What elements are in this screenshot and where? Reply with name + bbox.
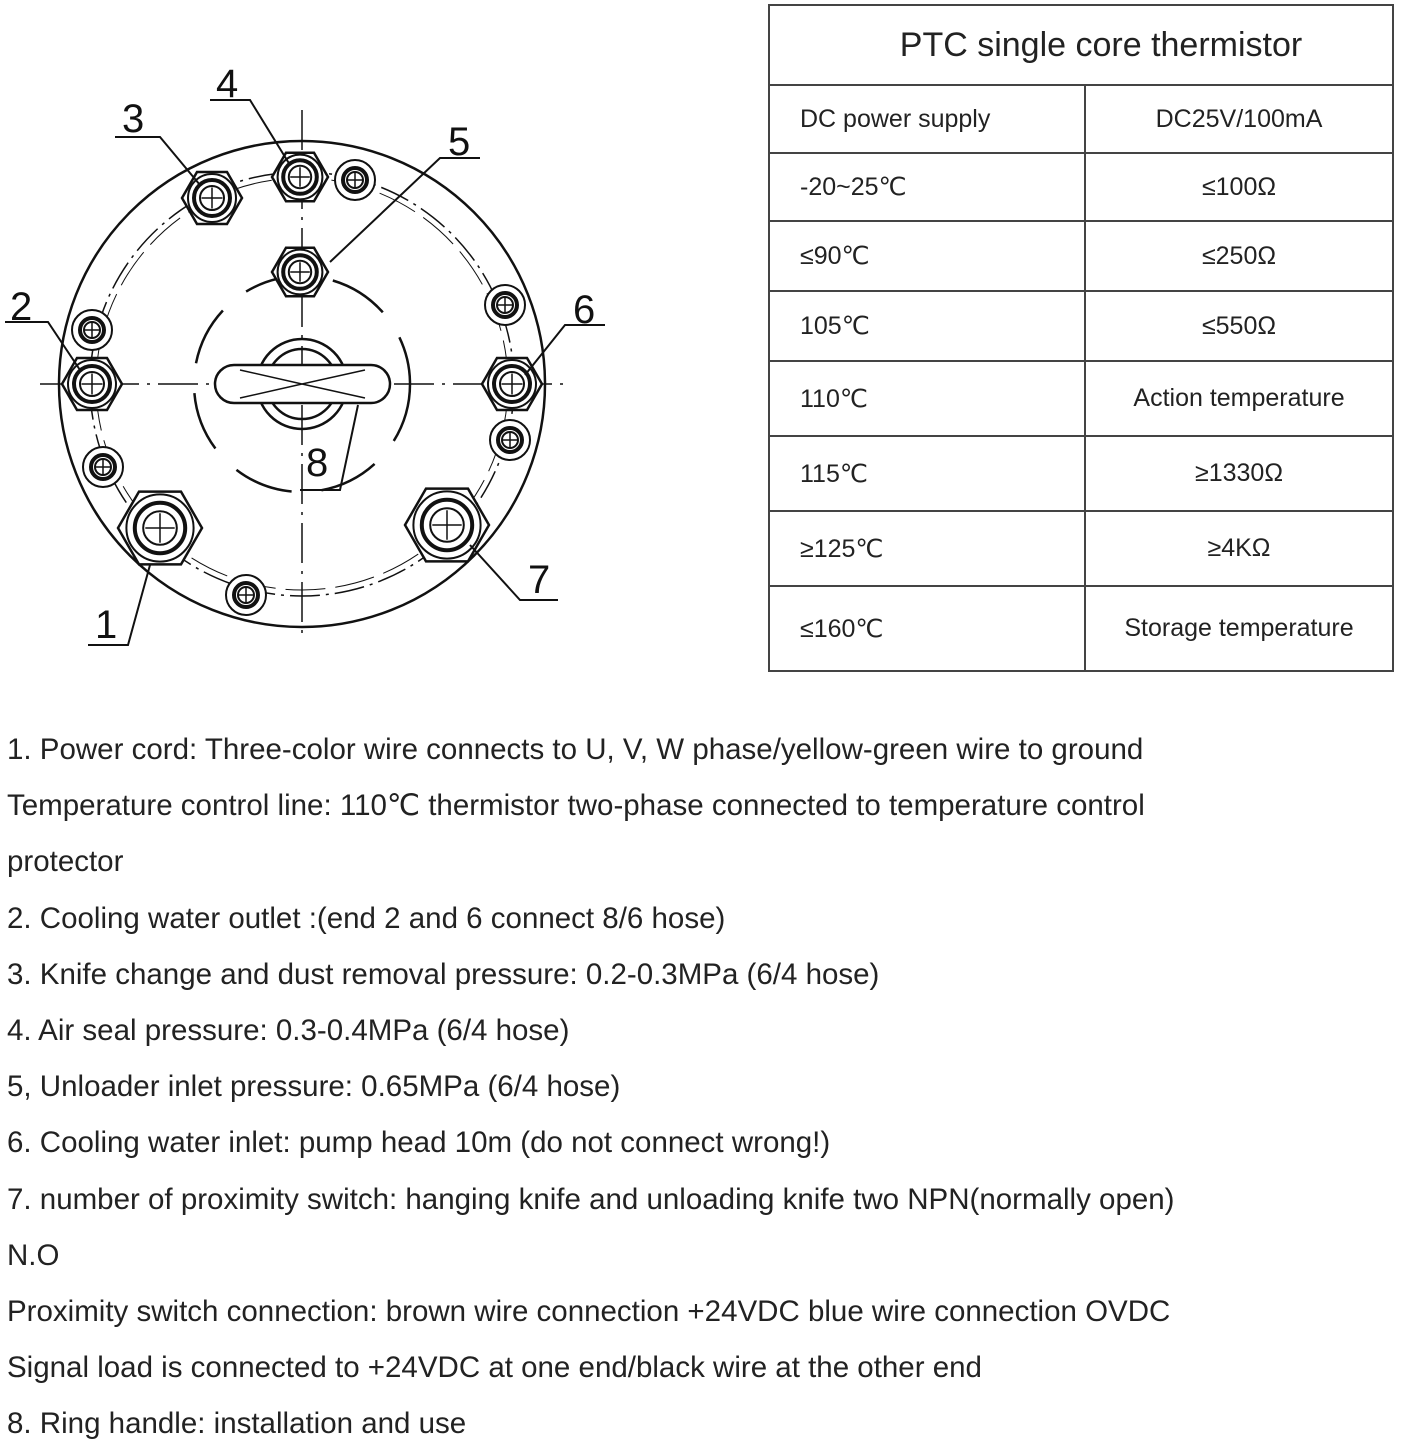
fitting-icon xyxy=(226,575,266,615)
fitting-icon xyxy=(485,285,525,325)
callout-2: 2 xyxy=(10,285,33,329)
fitting-icon xyxy=(83,447,123,487)
callout-8: 8 xyxy=(306,441,329,485)
note-line: 2. Cooling water outlet :(end 2 and 6 connect 8/6 hose) xyxy=(7,901,726,935)
fitting-icon xyxy=(182,172,242,224)
table-cell: Storage temperature xyxy=(1085,586,1393,671)
table-cell: ≥4KΩ xyxy=(1085,511,1393,586)
fitting-icon xyxy=(272,248,328,296)
table-cell: 110℃ xyxy=(769,361,1085,436)
callout-7: 7 xyxy=(528,558,551,602)
fitting-icon xyxy=(490,420,530,460)
note-line: 6. Cooling water inlet: pump head 10m (do not connect wrong!) xyxy=(7,1126,831,1160)
note-line: 3. Knife change and dust removal pressure: 0.2-0.3MPa (6/4 hose) xyxy=(7,957,880,991)
fitting-icon xyxy=(272,153,328,201)
table-title: PTC single core thermistor xyxy=(769,5,1393,85)
table-cell: ≤90℃ xyxy=(769,221,1085,291)
note-line: 8. Ring handle: installation and use xyxy=(7,1407,467,1441)
table-cell: DC25V/100mA xyxy=(1085,85,1393,153)
ptc-thermistor-table xyxy=(768,4,1394,672)
callout-4: 4 xyxy=(216,62,239,106)
note-line: N.O xyxy=(7,1238,60,1272)
note-line: 1. Power cord: Three-color wire connects to U, V, W phase/yellow-green wire to ground xyxy=(7,733,1144,766)
table-cell: ≤100Ω xyxy=(1085,153,1393,221)
note-line: 4. Air seal pressure: 0.3-0.4MPa (6/4 hose) xyxy=(7,1014,570,1048)
note-line: 5, Unloader inlet pressure: 0.65MPa (6/4 hose) xyxy=(7,1070,621,1104)
note-line: protector xyxy=(7,845,124,879)
table-cell: ≥125℃ xyxy=(769,511,1085,586)
table-cell: ≤160℃ xyxy=(769,586,1085,671)
fitting-icon xyxy=(62,358,122,410)
note-line: Proximity switch connection: brown wire connection +24VDC blue wire connection OVDC xyxy=(7,1295,1171,1329)
callout-1: 1 xyxy=(95,603,118,647)
spindle-connector-diagram xyxy=(0,40,620,660)
fitting-icon xyxy=(405,489,489,562)
note-line: 7. number of proximity switch: hanging knife and unloading knife two NPN(normally open) xyxy=(7,1182,1175,1216)
table-cell: ≤550Ω xyxy=(1085,291,1393,361)
table-cell: 115℃ xyxy=(769,436,1085,511)
table-cell: Action temperature xyxy=(1085,361,1393,436)
table-cell: ≥1330Ω xyxy=(1085,436,1393,511)
notes-list xyxy=(7,722,1423,1453)
callout-5: 5 xyxy=(448,120,471,164)
fitting-icon xyxy=(72,310,112,350)
table-cell: ≤250Ω xyxy=(1085,221,1393,291)
table-cell: 105℃ xyxy=(769,291,1085,361)
table-cell: -20~25℃ xyxy=(769,153,1085,221)
note-line: Temperature control line: 110℃ thermistor two-phase connected to temperature control xyxy=(7,789,1145,823)
note-line: Signal load is connected to +24VDC at one end/black wire at the other end xyxy=(7,1351,982,1385)
table-cell: DC power supply xyxy=(769,85,1085,153)
callout-3: 3 xyxy=(122,97,145,141)
fitting-icon xyxy=(335,160,375,200)
fitting-icon xyxy=(118,492,202,565)
callout-6: 6 xyxy=(573,288,596,332)
